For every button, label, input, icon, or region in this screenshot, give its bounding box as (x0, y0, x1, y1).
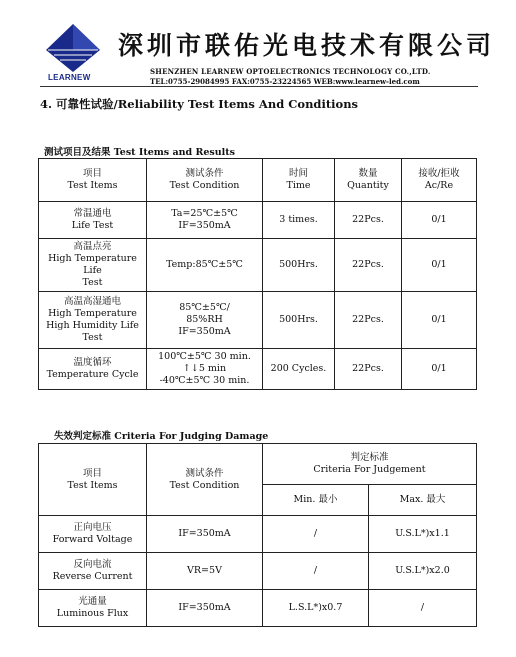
test-condition (147, 239, 263, 292)
test-condition-line: -40℃±5℃ 30 min. (159, 375, 250, 386)
company-name-en: SHENZHEN LEARNEW OPTOELECTRONICS TECHNOLOGY CO.,LTD. (150, 67, 431, 76)
criteria-min (263, 590, 369, 627)
company-name-cn: 深圳市联佑光电技术有限公司 (118, 31, 496, 60)
header-ac-re-line: Ac/Re (424, 180, 454, 191)
test-condition-line: IF=350mA (178, 326, 231, 337)
table-row (39, 590, 477, 627)
criteria-item (39, 553, 147, 590)
header-test-condition-line: 测试条件 (185, 467, 224, 479)
test-condition-line: Temp:85℃±5℃ (166, 259, 243, 270)
criteria-item-line: Forward Voltage (52, 534, 133, 545)
test-time-line: 500Hrs. (279, 314, 318, 325)
test-item-line: Test (82, 277, 103, 288)
reliability-table (38, 158, 477, 390)
test-ac-re (402, 349, 477, 390)
header-test-condition-line: 测试条件 (185, 168, 224, 179)
test-time (263, 239, 335, 292)
header-test-items (39, 444, 147, 516)
header-criteria-judgement-line: 判定标准 (350, 452, 389, 463)
test-condition (147, 349, 263, 390)
header-test-items-line: Test Items (67, 180, 118, 191)
test-ac-re-line: 0/1 (431, 259, 447, 270)
table-row (39, 202, 477, 239)
criteria-condition (147, 553, 263, 590)
test-item-line: High Temperature (48, 308, 137, 319)
header-max (369, 485, 477, 516)
header-quantity-line: Quantity (347, 180, 389, 191)
test-condition-line: Ta=25℃±5℃ (171, 208, 238, 219)
contact-info: TEL:0755-29084995 FAX:0755-23224565 WEB:www.learnew-led.com (150, 77, 420, 86)
criteria-min-line: / (313, 565, 318, 576)
header-test-condition (147, 444, 263, 516)
test-condition-line: 100℃±5℃ 30 min. (158, 351, 251, 362)
header-test-condition-line: Test Condition (169, 479, 240, 491)
test-time (263, 202, 335, 239)
criteria-condition-line: IF=350mA (178, 528, 231, 539)
header-criteria-judgement (263, 444, 477, 485)
criteria-condition (147, 516, 263, 553)
header-test-condition (147, 159, 263, 202)
header-divider (40, 86, 478, 87)
header-min (263, 485, 369, 516)
test-condition-line: ↑↓5 min (182, 363, 227, 374)
test-condition (147, 202, 263, 239)
criteria-condition-line: VR=5V (187, 565, 222, 576)
test-quantity (335, 239, 402, 292)
test-item (39, 292, 147, 349)
criteria-min (263, 553, 369, 590)
header-max-line: Max. 最大 (399, 494, 446, 505)
criteria-item (39, 590, 147, 627)
test-item (39, 202, 147, 239)
criteria-max-line: / (420, 602, 425, 613)
test-item-line: 高温高湿通电 (63, 296, 121, 307)
test-item-line: Test (82, 332, 103, 343)
test-ac-re (402, 239, 477, 292)
header-row (39, 159, 477, 202)
criteria-item (39, 516, 147, 553)
criteria-min (263, 516, 369, 553)
criteria-item-line: 光通量 (78, 596, 107, 607)
header-quantity (335, 159, 402, 202)
test-ac-re (402, 202, 477, 239)
test-quantity (335, 202, 402, 239)
test-condition (147, 292, 263, 349)
test-quantity-line: 22Pcs. (352, 214, 384, 225)
criteria-item-line: 正向电压 (73, 522, 112, 533)
test-item (39, 349, 147, 390)
criteria-item-line: Luminous Flux (56, 608, 129, 619)
header-ac-re-line: 接收/拒收 (418, 168, 460, 179)
test-time (263, 349, 335, 390)
table-row (39, 349, 477, 390)
header-test-items-line: 项目 (82, 467, 102, 479)
header-min-line: Min. 最小 (293, 494, 338, 505)
header-ac-re (402, 159, 477, 202)
criteria-min-line: / (313, 528, 318, 539)
test-quantity-line: 22Pcs. (352, 314, 384, 325)
test-ac-re-line: 0/1 (431, 214, 447, 225)
header-criteria-judgement-line: Criteria For Judgement (313, 464, 426, 475)
test-time-line: 3 times. (279, 214, 318, 225)
header-time (263, 159, 335, 202)
criteria-condition (147, 590, 263, 627)
header-time-line: 时间 (288, 168, 308, 179)
test-item-line: Temperature Cycle (46, 369, 139, 380)
criteria-max-line: U.S.L*)x1.1 (395, 528, 450, 539)
table-row (39, 553, 477, 590)
test-item-line: High Temperature Life (48, 253, 137, 276)
test-item-line: High Humidity Life (46, 320, 139, 331)
criteria-subtitle: 失效判定标准 Criteria For Judging Damage (54, 431, 269, 442)
test-item-line: 高温点亮 (73, 241, 112, 252)
test-item-line: Life Test (71, 220, 114, 231)
criteria-max (369, 553, 477, 590)
criteria-item-line: Reverse Current (52, 571, 133, 582)
test-quantity (335, 349, 402, 390)
test-quantity-line: 22Pcs. (352, 363, 384, 374)
header-test-items (39, 159, 147, 202)
test-condition-line: 85℃±5℃/ (179, 302, 230, 313)
test-condition-line: IF=350mA (178, 220, 231, 231)
test-item (39, 239, 147, 292)
test-ac-re-line: 0/1 (431, 314, 447, 325)
test-quantity-line: 22Pcs. (352, 259, 384, 270)
test-time-line: 500Hrs. (279, 259, 318, 270)
test-ac-re (402, 292, 477, 349)
header-test-items-line: 项目 (82, 168, 102, 179)
criteria-table (38, 443, 477, 627)
criteria-max-line: U.S.L*)x2.0 (395, 565, 450, 576)
header-test-condition-line: Test Condition (169, 180, 240, 191)
criteria-item-line: 反向电流 (73, 559, 112, 570)
criteria-max (369, 590, 477, 627)
criteria-condition-line: IF=350mA (178, 602, 231, 613)
header-time-line: Time (286, 180, 311, 191)
logo-text: LEARNEW (48, 73, 91, 82)
test-time (263, 292, 335, 349)
criteria-min-line: L.S.L*)x0.7 (288, 602, 343, 613)
table-row (39, 292, 477, 349)
header-test-items-line: Test Items (67, 479, 118, 491)
test-item-line: 常温通电 (73, 208, 112, 219)
test-ac-re-line: 0/1 (431, 363, 447, 374)
test-item-line: 温度循环 (73, 357, 112, 368)
test-condition-line: 85%RH (186, 314, 223, 325)
table-row (39, 239, 477, 292)
section-title: 4. 可靠性试验/Reliability Test Items And Conditions (40, 97, 359, 111)
test-quantity (335, 292, 402, 349)
criteria-max (369, 516, 477, 553)
table-row (39, 516, 477, 553)
results-subtitle: 测试项目及结果 Test Items and Results (44, 147, 236, 158)
header-row (39, 444, 477, 485)
header-quantity-line: 数量 (358, 168, 378, 179)
test-time-line: 200 Cycles. (270, 363, 327, 374)
